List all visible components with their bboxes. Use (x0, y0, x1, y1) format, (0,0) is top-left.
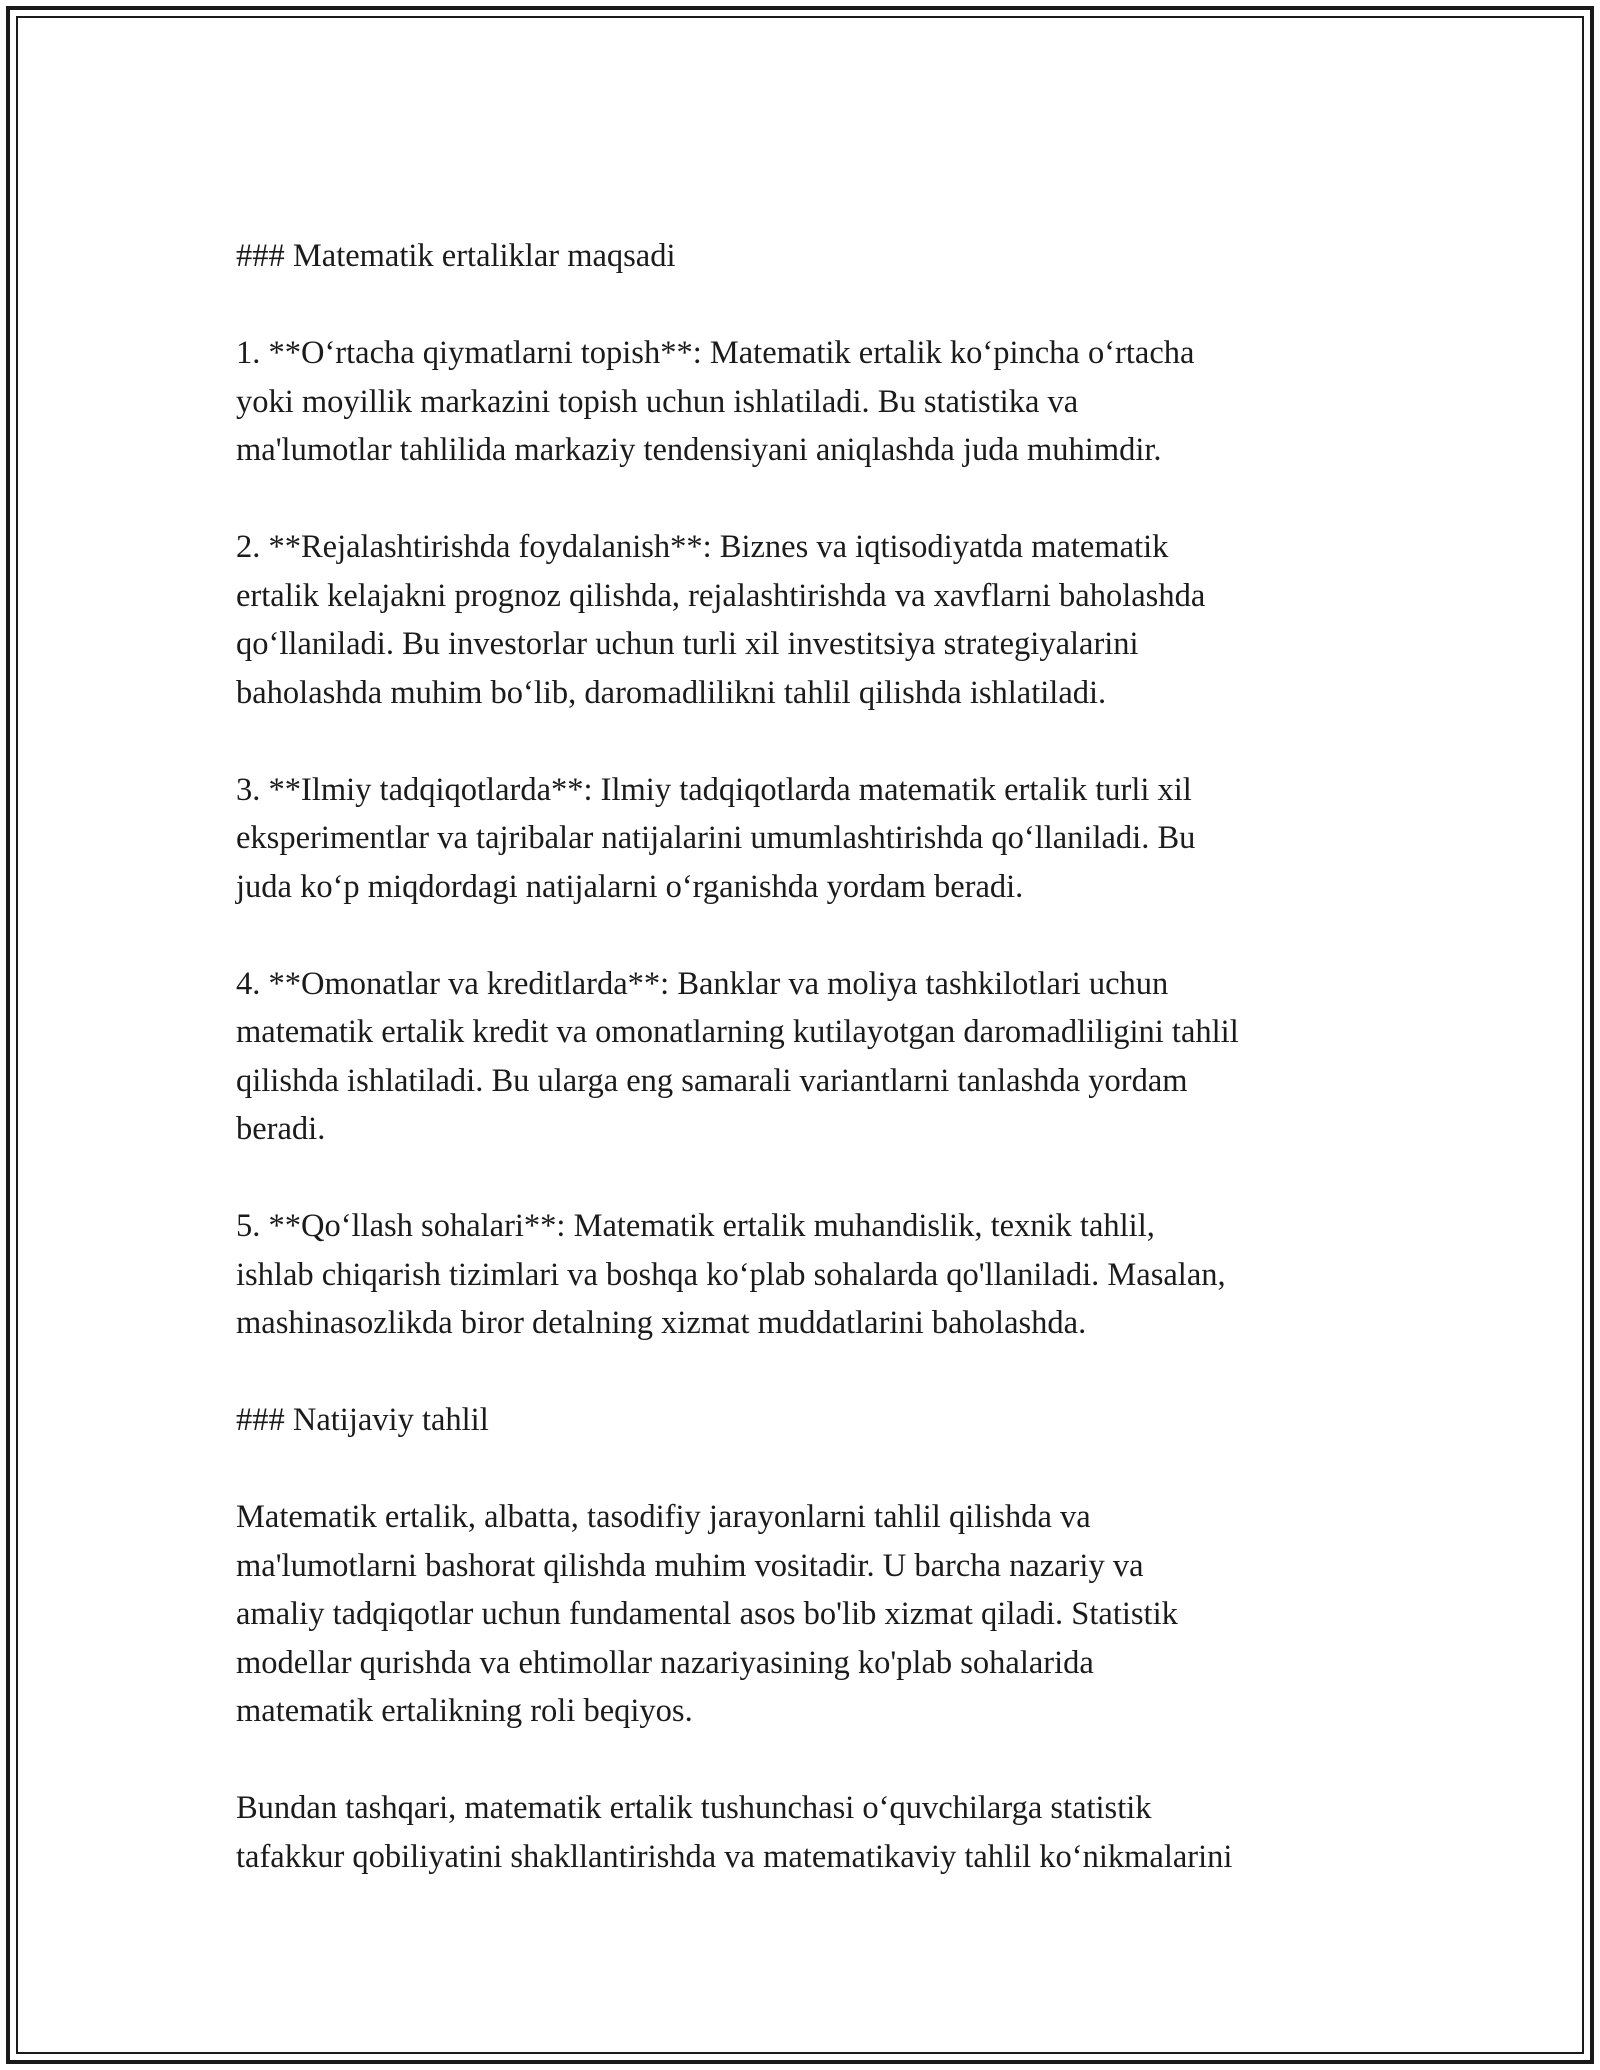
text-line: mashinasozlikda biror detalning xizmat muddatlarini baholashda. (236, 1305, 1087, 1341)
text-line: beradi. (236, 1111, 326, 1147)
text-line: matematik ertalikning roli beqiyos. (236, 1693, 693, 1729)
text-line: ### Matematik ertaliklar maqsadi (236, 238, 676, 274)
list-item-3 (236, 766, 1406, 912)
text-line: ma'lumotlar tahlilida markaziy tendensiyani aniqlashda juda muhimdir. (236, 432, 1162, 468)
list-item-2 (236, 523, 1406, 717)
text-line: ma'lumotlarni bashorat qilishda muhim vositadir. U barcha nazariy va (236, 1547, 1144, 1584)
list-item-1 (236, 329, 1406, 475)
text-line: ertalik kelajakni prognoz qilishda, rejalashtirishda va xavflarni baholashda (236, 577, 1206, 614)
text-line: 3. **Ilmiy tadqiqotlarda**: Ilmiy tadqiqotlarda matematik ertalik turli xil (236, 771, 1192, 808)
text-line: 4. **Omonatlar va kreditlarda**: Banklar va moliya tashkilotlari uchun (236, 965, 1169, 1002)
document-body (236, 232, 1406, 1930)
text-line: amaliy tadqiqotlar uchun fundamental asos bo'lib xizmat qiladi. Statistik (236, 1596, 1178, 1632)
text-line: 2. **Rejalashtirishda foydalanish**: Biznes va iqtisodiyatda matematik (236, 529, 1169, 565)
text-line: yoki moyillik markazini topish uchun ishlatiladi. Bu statistika va (236, 383, 1079, 420)
section-heading-purpose (236, 232, 1406, 281)
text-line: modellar qurishda va ehtimollar nazariyasining ko'plab sohalarida (236, 1644, 1094, 1681)
text-line: baholashda muhim boʻlib, daromadlilikni tahlil qilishda ishlatiladi. (236, 674, 1107, 711)
text-line: tafakkur qobiliyatini shakllantirishda va matematikaviy tahlil koʻnikmalarini (236, 1838, 1233, 1875)
list-item-5 (236, 1202, 1406, 1348)
text-line: Bundan tashqari, matematik ertalik tushunchasi oʻquvchilarga statistik (236, 1790, 1152, 1826)
text-line: ishlab chiqarish tizimlari va boshqa koʻplab sohalarda qo'llaniladi. Masalan, (236, 1256, 1226, 1293)
list-item-4 (236, 960, 1406, 1154)
text-line: 1. **Oʻrtacha qiymatlarni topish**: Matematik ertalik koʻpincha oʻrtacha (236, 335, 1195, 371)
text-line: qilishda ishlatiladi. Bu ularga eng samarali variantlarni tanlashda yordam (236, 1062, 1188, 1099)
text-line: juda koʻp miqdordagi natijalarni oʻrganishda yordam beradi. (236, 868, 1024, 905)
text-line: Matematik ertalik, albatta, tasodifiy jarayonlarni tahlil qilishda va (236, 1499, 1091, 1535)
text-line: qoʻllaniladi. Bu investorlar uchun turli xil investitsiya strategiyalarini (236, 626, 1139, 662)
text-line: 5. **Qoʻllash sohalari**: Matematik ertalik muhandislik, texnik tahlil, (236, 1208, 1155, 1244)
section-heading-results (236, 1396, 1406, 1445)
text-line: ### Natijaviy tahlil (236, 1402, 489, 1438)
closing-paragraph (236, 1784, 1406, 1881)
results-paragraph (236, 1493, 1406, 1736)
text-line: eksperimentlar va tajribalar natijalarini umumlashtirishda qoʻllaniladi. Bu (236, 820, 1196, 856)
text-line: matematik ertalik kredit va omonatlarning kutilayotgan daromadliligini tahlil (236, 1014, 1239, 1050)
